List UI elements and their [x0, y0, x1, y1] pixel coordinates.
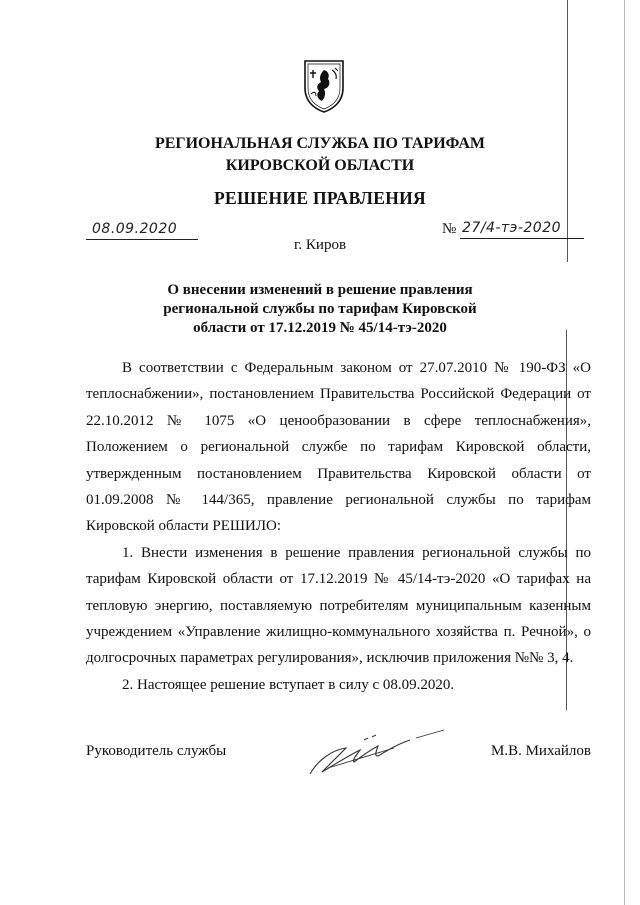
- kirov-coat-of-arms-icon: [302, 58, 346, 114]
- decision-item-1: 1. Внести изменения в решение правления региональной службы по тарифам Кировской области от 17.12.2019 № 45/14-тэ-2020 «О тарифах на тепловую энергию, поставляемую потребителям муниципальным казенным учреждением «Управление жилищно-коммунального хозяйства п. Речной», о долгосрочных параметрах регулирования», исключив приложения №№ 3, 4.: [86, 544, 591, 667]
- decision-number: 27/4-тэ-2020: [462, 220, 562, 236]
- preamble-paragraph: В соответствии с Федеральным законом от 27.07.2010 № 190-ФЗ «О теплоснабжении», постановлением Правительства Российской Федерации от 22.10.2012 № 1075 «О ценообразовании в сфере теплоснабжения», Положением о региональной службе по тарифам Кировской области, утвержденным постановлением Правительства Кировской области от 01.09.2008 № 144/365, правление региональной службы по тарифам Кировской области РЕШИЛО:: [86, 360, 591, 535]
- subject-line: О внесении изменений в решение правления: [167, 282, 473, 298]
- document-body: [86, 355, 591, 698]
- subject-line: области от 17.12.2019 № 45/14-тэ-2020: [193, 320, 447, 336]
- scan-line: [567, 0, 568, 262]
- signatory-name: М.В. Михайлов: [490, 743, 591, 759]
- organization-name-line1: РЕГИОНАЛЬНАЯ СЛУЖБА ПО ТАРИФАМ: [154, 135, 486, 152]
- signatory-position: Руководитель службы: [86, 743, 227, 759]
- city: г. Киров: [293, 237, 347, 253]
- decision-item-2: 2. Настоящее решение вступает в силу с 08.09.2020.: [122, 676, 455, 693]
- organization-name-line2: КИРОВСКОЙ ОБЛАСТИ: [225, 157, 415, 174]
- handwritten-signature-icon: [298, 722, 448, 782]
- decision-date: 08.09.2020: [92, 221, 178, 237]
- document-title: РЕШЕНИЕ ПРАВЛЕНИЯ: [214, 188, 426, 208]
- number-sign: №: [442, 221, 457, 237]
- subject-heading: [0, 281, 640, 338]
- subject-line: региональной службы по тарифам Кировской: [163, 301, 477, 317]
